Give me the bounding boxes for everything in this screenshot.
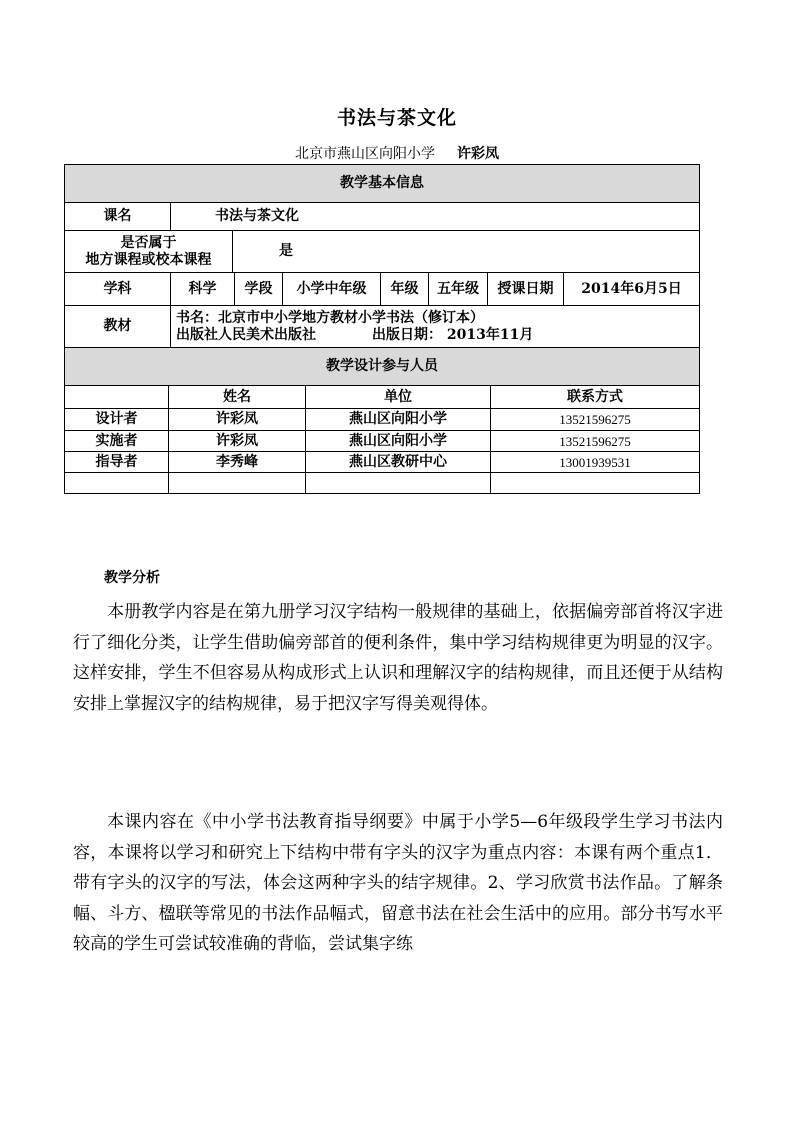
person-name: 李秀峰 <box>216 453 258 470</box>
local-course-label <box>65 231 232 272</box>
stage-label: 学段 <box>244 280 273 297</box>
local-course-label-line2: 地方课程或校本课程 <box>85 251 212 268</box>
analysis-title: 教学分析 <box>104 570 160 586</box>
date-label: 授课日期 <box>497 280 554 297</box>
header-unit: 单位 <box>384 388 412 405</box>
grade-label: 年级 <box>390 280 419 297</box>
grade-value: 五年级 <box>437 280 479 297</box>
date-value: 2014年6月5日 <box>581 280 682 297</box>
section-header-participants: 教学设计参与人员 <box>65 347 699 385</box>
person-unit: 燕山区向阳小学 <box>349 432 447 449</box>
local-course-value: 是 <box>279 243 293 259</box>
header-name: 姓名 <box>223 388 251 405</box>
stage-value: 小学中年级 <box>296 280 367 297</box>
role-implementer: 实施者 <box>95 432 138 449</box>
person-name: 许彩凤 <box>216 432 258 449</box>
textbook-title: 书名：北京市中小学地方教材小学书法（修订本） <box>176 309 484 326</box>
textbook-pub-date: 出版日期： 2013年11月 <box>372 326 534 343</box>
person-unit: 燕山区向阳小学 <box>349 411 447 427</box>
subject-value: 科学 <box>188 280 217 297</box>
subject-label: 学科 <box>103 280 132 297</box>
author-name: 许彩凤 <box>457 146 499 162</box>
person-phone: 13521596275 <box>559 412 631 427</box>
person-unit: 燕山区教研中心 <box>349 453 447 470</box>
textbook-publisher-line <box>176 327 533 344</box>
textbook-publisher: 出版社人民美术出版社 <box>176 326 316 343</box>
person-name: 许彩凤 <box>216 411 258 427</box>
school-name: 北京市燕山区向阳小学 <box>295 146 435 162</box>
analysis-paragraph-1: 本册教学内容是在第九册学习汉字结构一般规律的基础上，依据偏旁部首将汉字进行了细化分类，让学生借助偏旁部首的便利条件，集中学习结构规律更为明显的汉字。这样安排，学生不但容易从构成形式上认识和理解汉字的结构规律，而且还便于从结构安排上掌握汉字的结构规律，易于把汉字写得美观得体。 <box>73 602 723 714</box>
course-label: 课名 <box>103 208 132 224</box>
textbook-label: 教材 <box>103 318 132 334</box>
subtitle <box>0 143 794 163</box>
textbook-info <box>171 306 699 347</box>
local-course-label-line1: 是否属于 <box>120 234 177 251</box>
page-title: 书法与茶文化 <box>336 107 457 129</box>
role-designer: 设计者 <box>95 411 138 427</box>
header-contact: 联系方式 <box>567 388 623 405</box>
course-value: 书法与茶文化 <box>215 208 299 224</box>
person-phone: 13001939531 <box>559 454 631 470</box>
person-phone: 13521596275 <box>559 433 631 449</box>
section-header-basic-info: 教学基本信息 <box>65 164 699 202</box>
role-advisor: 指导者 <box>95 453 138 470</box>
analysis-paragraph-2: 本课内容在《中小学书法教育指导纲要》中属于小学5—6年级段学生学习书法内容，本课将以学习和研究上下结构中带有字头的汉字为重点内容：本课有两个重点1．带有字头的汉字的写法，体会这两种字头的结字规律。2、学习欣赏书法作品。了解条幅、斗方、楹联等常见的书法作品幅式，留意书法在社会生活中的应用。部分书写水平较高的学生可尝试较准确的背临，尝试集字练 <box>73 812 723 955</box>
